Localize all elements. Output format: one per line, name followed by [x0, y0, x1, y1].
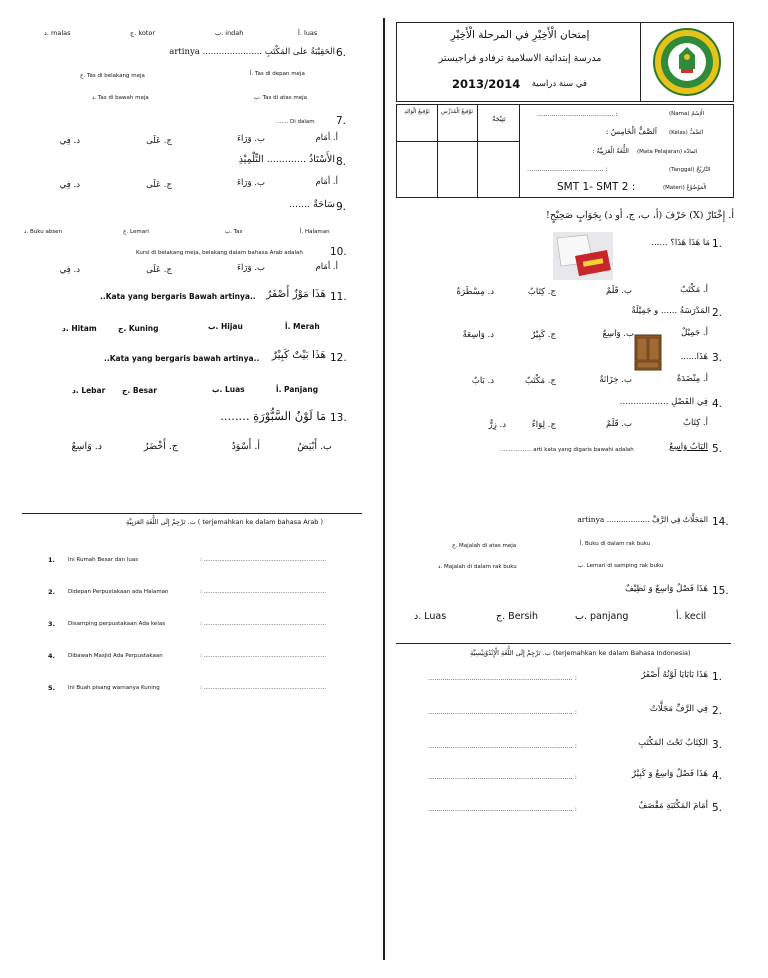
q5-option-c[interactable]: ج. kotor	[130, 29, 156, 37]
q12-option-b[interactable]: ب. Luas	[212, 385, 245, 394]
q1-option-a[interactable]: أ. مَكْتَبٌ	[680, 285, 708, 295]
q4-option-b[interactable]: ب. قَلَمٌ	[606, 419, 632, 429]
q2-number: 2.	[712, 307, 723, 319]
q5-number: 5.	[712, 443, 723, 455]
q11-stem-text: ..Kata yang bergaris Bawah artinya..	[100, 292, 256, 301]
page-divider-vertical	[383, 18, 385, 960]
q8-option-b[interactable]: ب. وَرَاءَ	[237, 178, 265, 188]
q14-option-a[interactable]: أ. Buku di dalam rak buku	[580, 541, 651, 547]
q2-option-b[interactable]: ب. وَاسِعٌ	[602, 329, 634, 339]
q10-option-b[interactable]: ب. وَرَاءَ	[237, 263, 265, 273]
right-item-4-number: 4.	[712, 770, 723, 782]
q7-number: 7.	[336, 115, 347, 127]
q11-stem-arabic: هَذَا مَوْزٌ أَصْفَرُ	[266, 288, 326, 300]
left-item-1-answer-field[interactable]: : ......................................................................	[200, 557, 326, 563]
q1-stem: مَا هَذَا هَذَا؟ ......	[651, 238, 710, 248]
q4-option-d[interactable]: د. زِرٌّ	[488, 420, 506, 430]
q6-option-c[interactable]: ج. Tas di belakang meja	[80, 73, 145, 79]
q8-number: 8.	[336, 156, 347, 168]
q13-option-a[interactable]: أ. أَسْوَدُ	[231, 441, 260, 452]
q3-stem: هَذَا......	[680, 352, 708, 362]
q7-option-a[interactable]: أ. أمَام	[315, 133, 338, 143]
q13-stem: مَا لَوْنُ السَّبُّوْرَةِ ........	[220, 409, 326, 423]
info-class-value: اَلصَّفُّ الْخَامِسُ :	[605, 127, 657, 136]
q14-option-b[interactable]: ب. Lemari di samping rak buku	[578, 563, 664, 569]
q15-option-d[interactable]: د. Luas	[414, 611, 447, 622]
header-year-label: في سنة دراسية	[531, 79, 587, 89]
q14-stem: المَجَلَّاتُ فِي الرَّفِّ .................. artinya	[577, 515, 708, 524]
student-info-table	[396, 104, 734, 198]
school-logo	[645, 25, 729, 99]
section-divider-left	[22, 513, 362, 514]
q15-stem: هَذَا فَصْلٌ وَاسِعٌ وَ نَظِيْفٌ	[625, 584, 708, 594]
header-divider	[640, 23, 641, 101]
q7-stem: ....... Di dalam	[276, 119, 315, 125]
left-item-3-text: Disamping perpustakaan Ada kelas	[68, 621, 166, 627]
info-name-field[interactable]: ..................................... :	[537, 110, 618, 118]
q10-option-d[interactable]: د. فِي	[59, 265, 80, 275]
right-item-1-text: هَذَا بَابَايَا لَوْنُهُ أَصْفَرُ	[641, 670, 708, 680]
q1-number: 1.	[712, 238, 723, 250]
right-item-4-text: هَذَا فَصْلٌ وَاسِعٌ وَ كَبِيْرٌ	[631, 769, 708, 779]
q9-option-d[interactable]: د. Buku absen	[24, 229, 63, 235]
info-class-label: (Kelas) اَلصَّفُّ	[669, 130, 704, 136]
q12-option-c[interactable]: ج. Besar	[122, 386, 157, 395]
q15-number: 15.	[712, 585, 729, 597]
q11-option-c[interactable]: ج. Kuning	[118, 324, 159, 333]
q7-option-b[interactable]: ب. وَرَاءَ	[237, 134, 265, 144]
q12-option-d[interactable]: د. Lebar	[72, 386, 106, 395]
q9-option-a[interactable]: أ. Halaman	[300, 229, 330, 235]
q11-number: 11.	[330, 291, 347, 303]
q6-option-a[interactable]: أ. Tas di depan meja	[250, 71, 305, 77]
q5-stem-text: .................. arti kata yang digaris bawahi adalah	[500, 447, 634, 453]
mc-instruction: أ. إِخْتَارْ (X) حَرْفَ (أ، ب، ج، أو د) بِجَوَابٍ صَحِيْحٍ!	[546, 210, 734, 221]
book-icon	[553, 232, 613, 280]
q5-stem-arabic: البَابُ وَاسِعٌ	[669, 442, 708, 452]
info-name-label: (Nama) الْاِسْمُ	[669, 111, 705, 117]
section-divider-right	[396, 643, 731, 644]
exam-header-box	[396, 22, 734, 102]
q1-option-b[interactable]: ب. قَلَمٌ	[606, 286, 632, 296]
q11-option-b[interactable]: ب. Hijau	[208, 322, 243, 331]
right-item-5-answer-field[interactable]: ...................................................................... :	[428, 805, 577, 813]
q10-stem: Kursi di belakang meja, belakang dalam bahasa Arab adalah	[136, 250, 303, 256]
right-item-3-number: 3.	[712, 739, 723, 751]
left-item-1-number: 1.	[48, 556, 55, 564]
q13-option-b[interactable]: ب. أَبْيَضُ	[297, 441, 332, 452]
q3-option-d[interactable]: د. بَابٌ	[471, 376, 494, 386]
q6-stem: الحَقِيْبَةُ على المَكْتَبِ ...................... artinya	[169, 47, 335, 57]
right-item-3-answer-field[interactable]: ...................................................................... :	[428, 742, 577, 750]
col-teacher-signature: تَوْقِيعُ الْمُدَرِّسِ	[441, 109, 473, 115]
left-item-3-answer-field[interactable]: : ......................................................................	[200, 621, 326, 627]
q10-number: 10.	[330, 246, 347, 258]
q14-number: 14.	[712, 516, 729, 528]
q13-number: 13.	[330, 412, 347, 424]
left-item-4-text: Dibawah Masjid Ada Perpustakaan	[68, 653, 163, 659]
q12-option-a[interactable]: أ. Panjang	[276, 385, 319, 394]
right-item-5-text: أمَامَ المَكْتَبَةِ مَقْصَفٌ	[638, 801, 708, 811]
left-item-1-text: Ini Rumah Besar dan luas	[68, 557, 139, 563]
right-item-5-number: 5.	[712, 802, 723, 814]
q14-option-c[interactable]: ج. Majalah di atas meja	[452, 543, 517, 549]
header-title: إمتحان الْأَخِيْرِ في المرحلة الْأَخِيْرِ	[450, 29, 590, 41]
q6-number: 6.	[336, 47, 347, 59]
right-section-label: ب. تَرْجِمْ إِلَى اللُّغَةِ الْإِنْدُوْنِيْسِيَّةِ (terjemahkan ke dalam Bahasa Indonesia)	[470, 649, 691, 657]
q3-number: 3.	[712, 352, 723, 364]
q3-option-c[interactable]: ج. مَكْتَبٌ	[524, 376, 556, 386]
q9-option-b[interactable]: ب. Tas	[225, 229, 243, 235]
q3-image	[633, 334, 663, 372]
q8-option-c[interactable]: ج. عَلَى	[146, 180, 172, 190]
q15-option-a[interactable]: أ. kecil	[676, 611, 707, 622]
info-date-field[interactable]: ..................................... :	[527, 165, 608, 173]
q14-option-d[interactable]: د. Majalah di dalam rak buku	[438, 564, 517, 570]
q8-option-d[interactable]: د. فِي	[59, 180, 80, 190]
q5-option-a[interactable]: أ. luas	[298, 29, 318, 37]
school-logo-icon	[645, 25, 729, 99]
q8-stem: الأَسْتَاذُ ............. التِّلْمِيْذِ	[238, 154, 335, 165]
q1-option-c[interactable]: ج. كِتَابٌ	[527, 287, 556, 297]
left-section-label: ت. تَرْجِمْ إِلَى اللُّغَةِ العَرَبِيَّةِ ( terjemahkan ke dalam bahasa Arab )	[126, 518, 324, 526]
q2-option-d[interactable]: د. وَاسِعَةٌ	[462, 330, 494, 340]
q8-option-a[interactable]: أ. أمَام	[315, 177, 338, 187]
q13-option-c[interactable]: ج. أَخْضَرُ	[143, 441, 178, 452]
q12-number: 12.	[330, 352, 347, 364]
q4-option-a[interactable]: أ. كِتَابٌ	[683, 418, 708, 428]
info-date-label: (Tanggal) التَّارِيْخُ	[669, 167, 711, 173]
info-material-value: SMT 1- SMT 2 :	[557, 181, 636, 193]
q9-option-c[interactable]: ج. Lemari	[123, 229, 149, 235]
right-item-4-answer-field[interactable]: ...................................................................... :	[428, 773, 577, 781]
right-item-2-number: 2.	[712, 705, 723, 717]
q7-option-c[interactable]: ج. عَلَى	[146, 136, 172, 146]
left-item-4-number: 4.	[48, 652, 55, 660]
q6-option-b[interactable]: ب. Tas di atas meja	[254, 95, 308, 101]
right-item-1-number: 1.	[712, 671, 723, 683]
left-item-4-answer-field[interactable]: : ......................................................................	[200, 653, 326, 659]
left-item-2-answer-field[interactable]: : ......................................................................	[200, 589, 326, 595]
info-subject-value: اللُّغَةُ الْعَرَبِيَّةُ :	[592, 147, 629, 155]
q2-option-a[interactable]: أ. جَمِيْلٌ	[681, 328, 708, 338]
left-item-3-number: 3.	[48, 620, 55, 628]
q3-option-b[interactable]: ب. خِزَانَةٌ	[599, 375, 632, 385]
q12-stem-text: ..Kata yang bergaris bawah artinya..	[104, 354, 260, 363]
col-result: نَتِيْجَةٌ	[492, 115, 506, 123]
info-material-label: (Materi) الْمَوْضُوْعُ	[663, 185, 707, 191]
left-item-5-text: Ini Buah pisang warnanya Kuning	[68, 685, 160, 691]
header-school: مدرسة إبتدائية الاسلامية ترفادو فراجيستر	[438, 53, 602, 64]
left-item-2-text: Didepan Perpustakaan ada Halaman	[68, 589, 169, 595]
q15-option-c[interactable]: ج. Bersih	[496, 611, 539, 622]
right-item-2-answer-field[interactable]: ...................................................................... :	[428, 708, 577, 716]
q3-option-a[interactable]: أ. مِنْضَدَةٌ	[676, 374, 708, 384]
q9-stem: سَاحَةٌ .......	[289, 199, 335, 210]
q9-number: 9.	[336, 201, 347, 213]
info-subject-label: (Mata Pelajaran) المادّة	[637, 149, 698, 155]
q1-option-d[interactable]: د. مِسْطَرَةٌ	[456, 287, 494, 297]
left-item-5-number: 5.	[48, 684, 55, 692]
col-parent-signature: تَوْقِيعُ الْوَالِدِ	[404, 109, 430, 115]
q11-option-a[interactable]: أ. Merah	[285, 322, 320, 331]
header-year: 2013/2014	[452, 77, 521, 91]
q2-option-c[interactable]: ج. كَبِيْرٌ	[531, 330, 556, 340]
q5-option-d[interactable]: د. malas	[44, 29, 71, 37]
right-item-1-answer-field[interactable]: ...................................................................... :	[428, 674, 577, 682]
q13-option-d[interactable]: د. وَاسِعٌ	[71, 441, 102, 452]
q6-option-d[interactable]: د. Tas di bawah meja	[92, 95, 149, 101]
q11-option-d[interactable]: د. Hitam	[62, 324, 97, 333]
q12-stem-arabic: هَذَا بَيْتٌ كَبِيْرٌ	[271, 349, 326, 361]
right-item-3-text: الكِتَابُ تَحْتَ المَكْتَبِ	[638, 738, 708, 748]
left-item-5-answer-field[interactable]: : ......................................................................	[200, 685, 326, 691]
q4-number: 4.	[712, 398, 723, 410]
q10-option-c[interactable]: ج. عَلَى	[146, 265, 172, 275]
q4-stem: فِي الفَصْلِ ..................	[619, 397, 708, 407]
q4-option-c[interactable]: ج. لِوَاءٌ	[531, 420, 556, 430]
q2-stem: المَدْرَسَةُ ...... و جَمِيْلَةٌ	[631, 306, 710, 316]
q7-option-d[interactable]: د. فِي	[59, 136, 80, 146]
q5-option-b[interactable]: ب. indah	[215, 29, 244, 37]
left-item-2-number: 2.	[48, 588, 55, 596]
q15-option-b[interactable]: ب. panjang	[575, 611, 629, 622]
q1-image	[553, 232, 613, 280]
q10-option-a[interactable]: أ. أمَام	[315, 262, 338, 272]
right-item-2-text: فِي الرَّفِّ مَجَلَّاتٌ	[649, 704, 708, 714]
wardrobe-icon	[633, 334, 663, 372]
